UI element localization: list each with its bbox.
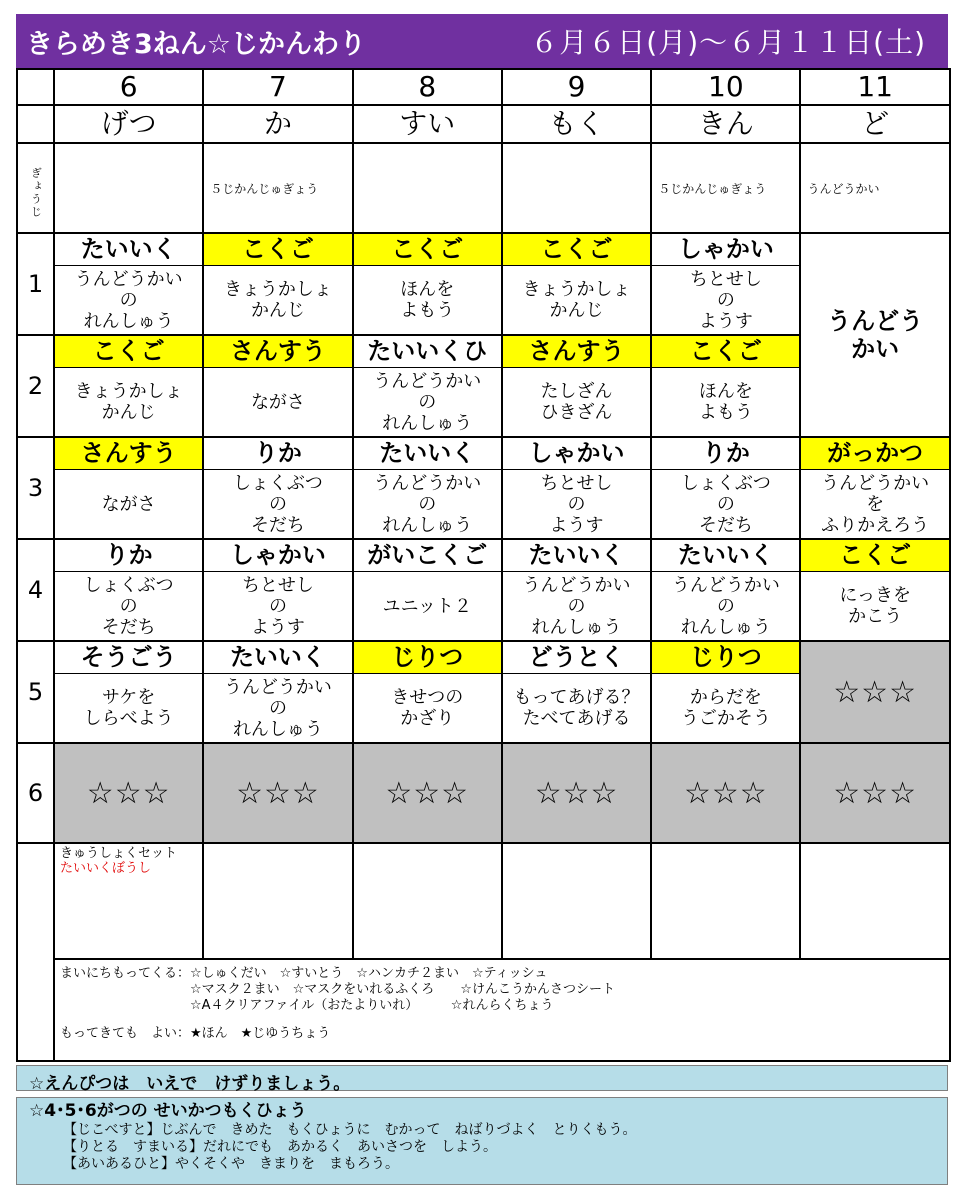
class-cell	[203, 641, 352, 743]
class-cell	[203, 335, 352, 437]
lesson-detail	[503, 572, 650, 640]
events-label-cell	[17, 143, 54, 233]
detail-line: しょくぶつ	[83, 574, 174, 596]
class-cell	[800, 539, 949, 641]
subject: じりつ	[354, 642, 501, 674]
event-note: うんどうかい	[807, 182, 880, 196]
day-name: きん	[651, 105, 800, 143]
lesson-detail	[652, 266, 799, 334]
class-cell	[800, 437, 949, 539]
detail-line: うんどうかい	[373, 370, 482, 392]
life-goals-heading: ☆4･5･6がつの せいかつもくひょう	[29, 1101, 307, 1121]
day-number: 10	[651, 69, 800, 105]
subject: どうとく	[503, 642, 650, 674]
detail-line: うんどうかい	[373, 472, 482, 494]
items-cell	[203, 843, 352, 959]
period-label: 1	[17, 233, 54, 335]
subject: たいいく	[503, 540, 650, 572]
page-title: きらめき3ねん☆じかんわり	[26, 28, 366, 60]
corner-cell	[17, 69, 54, 105]
carry-row	[17, 959, 950, 1061]
detail-line: たしざん	[540, 381, 613, 402]
date-range: ６月６日(月)～６月１１日(土)	[530, 26, 926, 59]
items-cell	[651, 843, 800, 959]
lesson-detail	[204, 470, 351, 538]
lesson-detail	[55, 572, 202, 640]
lesson-detail	[503, 368, 650, 436]
detail-line: よもう	[400, 300, 455, 321]
subject: じりつ	[652, 642, 799, 674]
carry-line: ☆A４クリアファイル（おたよりいれ） ☆れんらくちょう	[60, 998, 554, 1013]
no-class-cell	[353, 743, 502, 843]
subject: こくご	[55, 336, 202, 368]
subject: そうごう	[55, 642, 202, 674]
detail-line: かんじ	[250, 300, 305, 321]
life-goal-line: 【あいあるひと】やくそくや きまりを まもろう。	[63, 1156, 399, 1172]
class-cell	[54, 539, 203, 641]
day-number-row	[17, 69, 950, 105]
day-number: 7	[203, 69, 352, 105]
sports-day-cell	[800, 233, 949, 437]
event-note	[55, 187, 202, 189]
carry-items-note	[54, 959, 950, 1061]
detail-line: きせつの	[391, 687, 464, 708]
detail-line: かんじ	[549, 300, 604, 321]
detail-line: ちとせし	[689, 268, 762, 290]
carry-line: もってきても よい：★ほん ★じゆうちょう	[60, 1026, 331, 1041]
detail-line: の	[567, 595, 586, 617]
subject: たいいくひ	[354, 336, 501, 368]
detail-line: しょくぶつ	[680, 472, 771, 494]
class-cell	[54, 335, 203, 437]
event-cell	[502, 143, 651, 233]
no-class-cell	[800, 641, 949, 743]
subject: こくご	[652, 336, 799, 368]
items-note-line: きゅうしょくセット	[60, 846, 178, 861]
no-class-cell	[800, 743, 949, 843]
class-cell	[54, 641, 203, 743]
items-note	[55, 844, 202, 876]
day-number: 9	[502, 69, 651, 105]
timetable	[16, 68, 951, 1062]
period-label: 3	[17, 437, 54, 539]
period-row-1	[17, 233, 950, 335]
subject: さんすう	[503, 336, 650, 368]
detail-line: ちとせし	[540, 472, 613, 494]
class-cell	[651, 641, 800, 743]
detail-line: の	[268, 493, 287, 515]
class-cell	[651, 539, 800, 641]
day-name: げつ	[54, 105, 203, 143]
detail-line: れんしゅう	[680, 616, 771, 638]
event-cell	[54, 143, 203, 233]
lesson-detail	[204, 674, 351, 742]
stars-mark: ☆☆☆	[86, 775, 171, 811]
class-cell	[502, 641, 651, 743]
period-label: 2	[17, 335, 54, 437]
no-class-cell	[502, 743, 651, 843]
class-cell	[353, 335, 502, 437]
detail-line: の	[268, 697, 287, 719]
event-note: ５じかんじゅぎょう	[658, 182, 767, 196]
subject: こくご	[503, 234, 650, 266]
detail-line: ながさ	[101, 493, 156, 515]
subject: たいいく	[55, 234, 202, 266]
class-cell	[651, 335, 800, 437]
day-name-row	[17, 105, 950, 143]
subject: こくご	[354, 234, 501, 266]
detail-line: かんじ	[101, 402, 156, 423]
lesson-detail	[652, 470, 799, 538]
lesson-detail	[801, 572, 948, 640]
period-label: 5	[17, 641, 54, 743]
no-class-cell	[54, 743, 203, 843]
detail-line: うんどうかい	[522, 574, 631, 596]
event-cell	[203, 143, 352, 233]
day-number: 11	[800, 69, 949, 105]
lesson-detail	[503, 674, 650, 742]
lesson-detail	[354, 572, 501, 640]
lesson-detail	[354, 368, 501, 436]
detail-line: ながさ	[250, 391, 305, 413]
detail-line: ようす	[698, 310, 753, 332]
corner-cell	[17, 105, 54, 143]
class-cell	[502, 437, 651, 539]
detail-line: サケを	[102, 687, 156, 708]
class-cell	[54, 437, 203, 539]
stars-mark: ☆☆☆	[833, 674, 917, 710]
subject: しゃかい	[652, 234, 799, 266]
lesson-detail	[354, 470, 501, 538]
detail-line: ようす	[549, 514, 604, 536]
lesson-detail	[55, 470, 202, 538]
period-label: 4	[17, 539, 54, 641]
event-note	[503, 187, 650, 189]
detail-line: しらべよう	[83, 708, 174, 729]
detail-line: の	[119, 289, 138, 311]
lesson-detail	[652, 572, 799, 640]
detail-line: うんどうかい	[223, 676, 332, 698]
lesson-detail	[204, 266, 351, 334]
stars-mark: ☆☆☆	[236, 775, 320, 811]
detail-line: そだち	[698, 514, 753, 536]
subject: こくご	[204, 234, 351, 266]
items-cell	[502, 843, 651, 959]
detail-line: うんどうかい	[671, 574, 780, 596]
detail-line: れんしゅう	[232, 718, 323, 740]
lesson-detail	[55, 674, 202, 742]
class-cell	[203, 437, 352, 539]
subject: たいいく	[652, 540, 799, 572]
detail-line: よもう	[698, 402, 753, 423]
detail-line: を	[866, 493, 885, 515]
class-cell	[502, 233, 651, 335]
subject: こくご	[801, 540, 948, 572]
detail-line: きょうかしょ	[74, 381, 183, 402]
subject: りか	[55, 540, 202, 572]
detail-line: の	[268, 595, 287, 617]
period-row-3	[17, 437, 950, 539]
life-goals-box	[16, 1097, 948, 1185]
subject: たいいく	[204, 642, 351, 674]
lesson-detail	[503, 470, 650, 538]
day-name: ど	[800, 105, 949, 143]
items-row	[17, 843, 950, 959]
events-label: ぎょうじ	[29, 167, 43, 219]
stars-mark: ☆☆☆	[833, 775, 917, 811]
detail-line: の	[418, 493, 437, 515]
lesson-detail	[55, 266, 202, 334]
event-note: ５じかんじゅぎょう	[210, 182, 319, 196]
detail-line: うんどうかい	[74, 268, 183, 290]
stars-mark: ☆☆☆	[385, 775, 470, 811]
event-cell	[353, 143, 502, 233]
detail-line: れんしゅう	[531, 616, 622, 638]
pencil-note	[16, 1065, 948, 1094]
lesson-detail	[354, 674, 501, 742]
detail-line: ユニット２	[382, 595, 472, 617]
period-row-4	[17, 539, 950, 641]
title-bar	[16, 14, 948, 68]
period-label: 6	[17, 743, 54, 843]
detail-line: きょうかしょ	[522, 279, 631, 300]
carry-line: ☆マスク２まい ☆マスクをいれるふくろ ☆けんこうかんさつシート	[60, 982, 615, 997]
detail-line: かこう	[848, 606, 903, 627]
day-name: すい	[353, 105, 502, 143]
subject: さんすう	[55, 438, 202, 470]
day-name: か	[203, 105, 352, 143]
detail-line: ふりかえろう	[821, 514, 930, 536]
subject: さんすう	[204, 336, 351, 368]
subject: りか	[204, 438, 351, 470]
detail-line: そだち	[250, 514, 305, 536]
lesson-detail	[354, 266, 501, 334]
sports-day-line: かい	[851, 335, 900, 363]
subject: たいいく	[354, 438, 501, 470]
event-note	[354, 187, 501, 189]
detail-line: からだを	[689, 687, 762, 708]
detail-line: れんしゅう	[382, 412, 473, 434]
subject: しゃかい	[204, 540, 351, 572]
spacer	[60, 1014, 949, 1026]
detail-line: うんどうかい	[821, 472, 930, 494]
day-number: 8	[353, 69, 502, 105]
detail-line: の	[716, 289, 735, 311]
period-row-6	[17, 743, 950, 843]
detail-line: の	[418, 391, 437, 413]
class-cell	[54, 233, 203, 335]
detail-line: れんしゅう	[382, 514, 473, 536]
detail-line: もってあげる？	[513, 687, 640, 708]
class-cell	[651, 437, 800, 539]
items-cell	[353, 843, 502, 959]
class-cell	[203, 233, 352, 335]
lesson-detail	[503, 266, 650, 334]
items-label-cell	[17, 843, 54, 1061]
stars-mark: ☆☆☆	[534, 775, 619, 811]
detail-line: そだち	[101, 616, 156, 638]
sports-day-line: うんどう	[827, 307, 924, 335]
lesson-detail	[652, 674, 799, 742]
detail-line: ほんを	[400, 279, 455, 300]
life-goal-line: 【りとる すまいる】だれにでも あかるく あいさつを しよう。	[63, 1139, 497, 1155]
class-cell	[353, 437, 502, 539]
items-cell	[800, 843, 949, 959]
detail-line: れんしゅう	[83, 310, 174, 332]
lesson-detail	[204, 368, 351, 436]
events-row	[17, 143, 950, 233]
subject: がっかつ	[801, 438, 948, 470]
subject: しゃかい	[503, 438, 650, 470]
class-cell	[353, 233, 502, 335]
class-cell	[651, 233, 800, 335]
detail-line: うごかそう	[680, 708, 771, 729]
detail-line: ひきざん	[540, 402, 613, 423]
no-class-cell	[203, 743, 352, 843]
event-cell	[800, 143, 949, 233]
day-number: 6	[54, 69, 203, 105]
detail-line: しょくぶつ	[232, 472, 323, 494]
day-name: もく	[502, 105, 651, 143]
life-goal-line: 【じこべすと】じぶんで きめた もくひょうに むかって ねばりづよく とりくもう。	[63, 1122, 637, 1138]
detail-line: の	[567, 493, 586, 515]
detail-line: の	[716, 595, 735, 617]
subject: がいこくご	[354, 540, 501, 572]
stars-mark: ☆☆☆	[683, 775, 768, 811]
class-cell	[353, 641, 502, 743]
subject: りか	[652, 438, 799, 470]
lesson-detail	[652, 368, 799, 436]
no-class-cell	[651, 743, 800, 843]
detail-line: ちとせし	[241, 574, 314, 596]
class-cell	[502, 335, 651, 437]
period-row-5	[17, 641, 950, 743]
detail-line: の	[716, 493, 735, 515]
detail-line: たべてあげる	[522, 708, 631, 729]
class-cell	[502, 539, 651, 641]
pencil-note-text: ☆えんぴつは いえで けずりましょう。	[29, 1074, 351, 1094]
detail-line: きょうかしょ	[223, 279, 332, 300]
items-cell	[54, 843, 203, 959]
detail-line: にっきを	[839, 585, 911, 606]
class-cell	[203, 539, 352, 641]
lesson-detail	[801, 470, 948, 538]
detail-line: ようす	[250, 616, 305, 638]
lesson-detail	[204, 572, 351, 640]
event-cell	[651, 143, 800, 233]
detail-line: ほんを	[698, 381, 753, 402]
class-cell	[353, 539, 502, 641]
detail-line: かざり	[400, 708, 455, 729]
items-note-line-red: たいいくぼうし	[60, 861, 152, 876]
detail-line: の	[119, 595, 138, 617]
carry-line: まいにちもってくる：☆しゅくだい ☆すいとう ☆ハンカチ２まい ☆ティッシュ	[60, 966, 548, 981]
lesson-detail	[55, 368, 202, 436]
